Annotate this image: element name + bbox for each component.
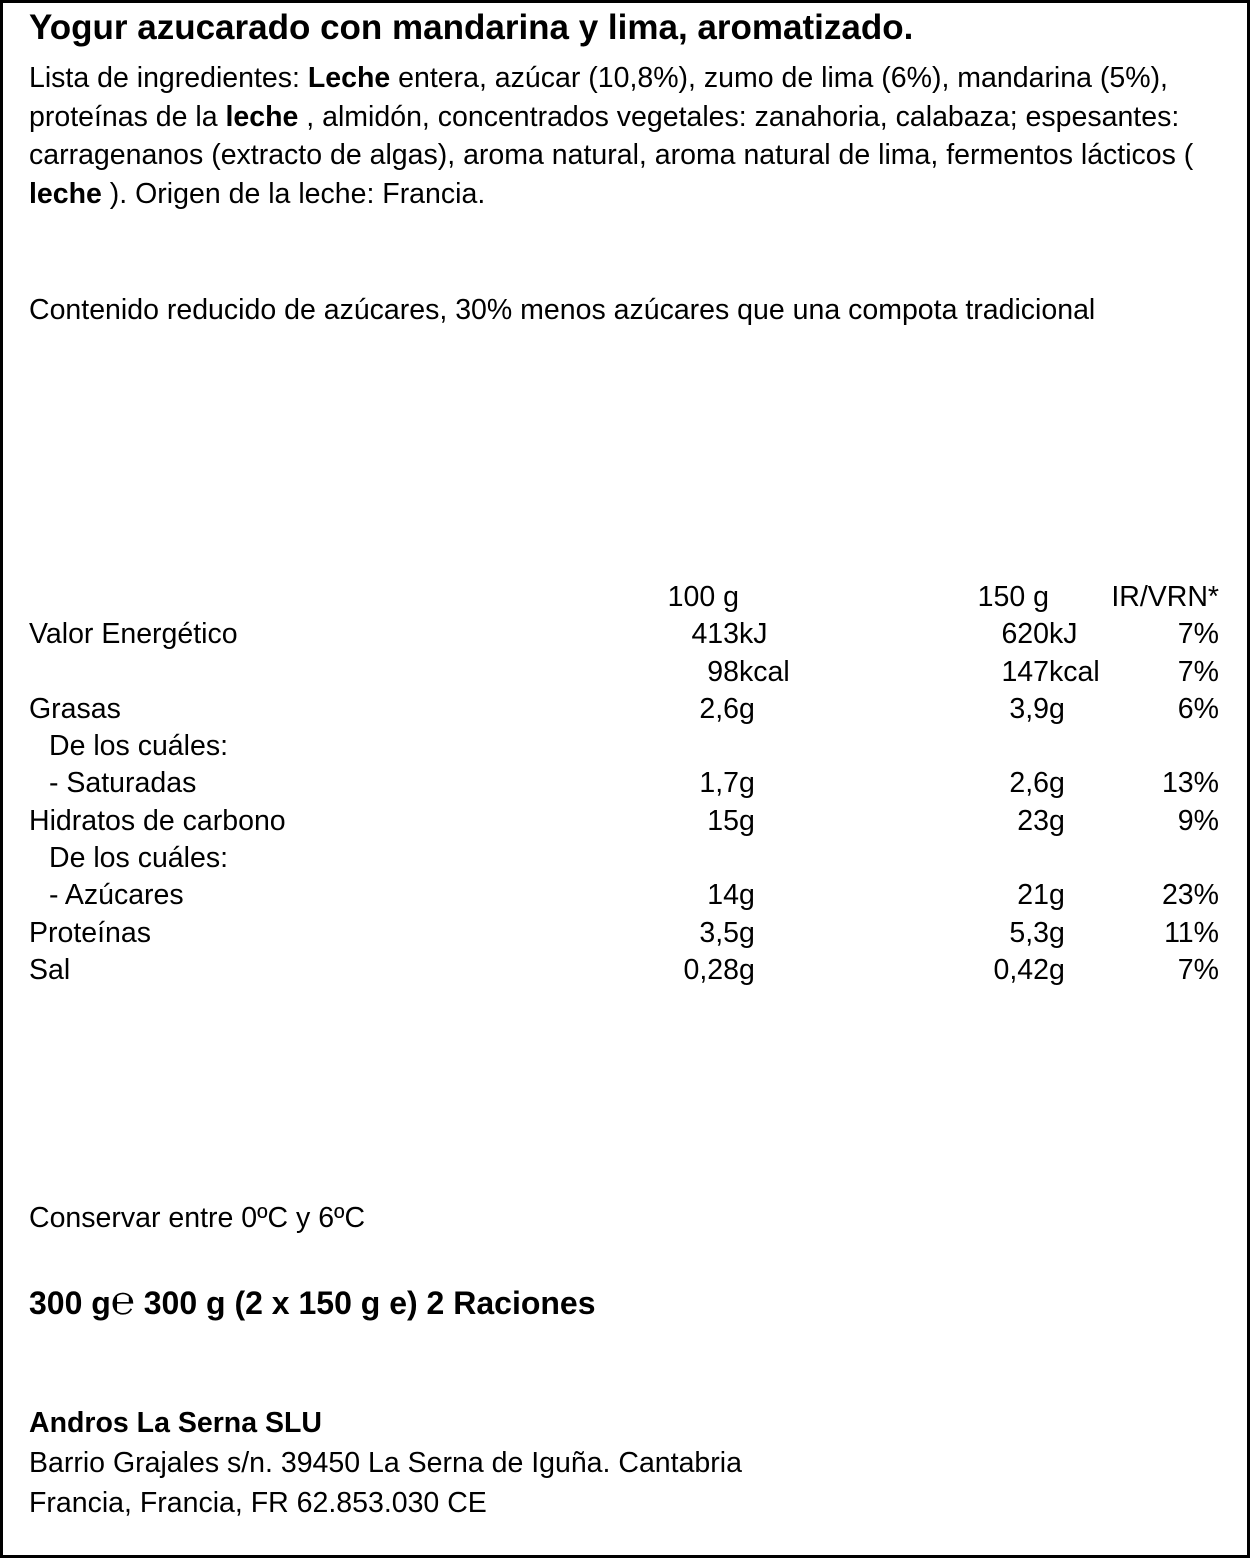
value-per-100g: 0,28 xyxy=(683,953,739,986)
ir-vrn-percent: 9% xyxy=(1177,804,1219,837)
unit-per-150g: g xyxy=(1049,804,1065,837)
value-per-150g xyxy=(799,728,1049,765)
value-per-150g: 23 xyxy=(1017,804,1049,837)
ir-vrn-percent: 13% xyxy=(1161,767,1219,800)
unit-per-150g: g xyxy=(1049,953,1065,986)
ir-vrn-percent: 6% xyxy=(1177,692,1219,725)
ingredients-text-1: Lista de ingredientes: xyxy=(29,62,308,94)
unit-per-100g: g xyxy=(739,767,755,800)
unit-per-150g: kJ xyxy=(1049,618,1078,651)
ingredients-list xyxy=(29,59,1219,213)
ir-vrn-percent: 7% xyxy=(1177,618,1219,651)
unit-per-150g: g xyxy=(1049,916,1065,949)
nutrient-label xyxy=(29,803,589,840)
header-per-100g: 100 g xyxy=(667,581,739,613)
nutrition-row xyxy=(29,915,1219,952)
value-per-100g: 14 xyxy=(707,879,739,912)
unit-per-100g: g xyxy=(739,953,755,986)
unit-per-150g: g xyxy=(1049,692,1065,725)
ir-vrn-percent: 7% xyxy=(1177,655,1219,688)
nutrient-label-text: De los cuáles: xyxy=(49,730,229,763)
nutrient-label xyxy=(29,765,589,802)
value-per-100g xyxy=(589,840,739,877)
nutrient-label-text: Valor Energético xyxy=(29,618,238,651)
nutrition-row xyxy=(29,952,1219,989)
nutrient-label-text: Grasas xyxy=(29,692,121,725)
storage-instructions: Conservar entre 0ºC y 6ºC xyxy=(29,1202,366,1234)
unit-per-100g: g xyxy=(739,692,755,725)
value-per-150g: 21 xyxy=(1017,879,1049,912)
ir-vrn-percent xyxy=(1109,840,1219,877)
nutrient-label xyxy=(29,728,589,765)
nutrient-label xyxy=(29,952,589,989)
ingredients-text-4: ). Origen de la leche: Francia. xyxy=(101,177,486,210)
company-address: Barrio Grajales s/n. 39450 La Serna de Iguña. Cantabria xyxy=(29,1447,742,1479)
ir-vrn-percent xyxy=(1109,728,1219,765)
value-per-150g: 2,6 xyxy=(1009,767,1049,800)
nutrient-label-text: - Saturadas xyxy=(49,767,197,800)
unit-per-100g: kJ xyxy=(739,618,768,651)
nutrient-label xyxy=(29,877,589,914)
nutrient-label-text: Sal xyxy=(29,953,71,986)
nutrition-row xyxy=(29,691,1219,728)
value-per-100g: 413 xyxy=(691,618,739,651)
nutrition-row xyxy=(29,616,1219,653)
header-ir-vrn: IR/VRN* xyxy=(1111,581,1219,613)
unit-per-100g: g xyxy=(739,879,755,912)
unit-per-100g: g xyxy=(739,916,755,949)
net-weight-detail: 300 g (2 x 150 g e) 2 Raciones xyxy=(134,1285,596,1321)
nutrition-row xyxy=(29,803,1219,840)
header-per-150g: 150 g xyxy=(977,581,1049,613)
value-per-150g: 620 xyxy=(1001,618,1049,651)
unit-per-150g xyxy=(1049,728,1109,765)
sugar-claim: Contenido reducido de azúcares, 30% menos azúcares que una compota tradicional xyxy=(29,294,1096,326)
value-per-150g: 3,9 xyxy=(1009,692,1049,725)
value-per-100g: 1,7 xyxy=(699,767,739,800)
nutrient-label xyxy=(29,915,589,952)
ingredients-text-3: , almidón, concentrados vegetales: zanahoria, calabaza; espesantes: carragenanos (extracto de algas), aroma natural, aroma natural de lima, fermentos lácticos ( xyxy=(29,100,1194,171)
unit-per-100g xyxy=(739,728,799,765)
net-weight xyxy=(29,1278,596,1325)
nutrient-label xyxy=(29,654,589,691)
product-title: Yogur azucarado con mandarina y lima, aromatizado. xyxy=(29,8,914,47)
unit-per-100g xyxy=(739,840,799,877)
value-per-100g: 3,5 xyxy=(699,916,739,949)
nutrition-table xyxy=(29,579,1219,989)
nutrition-row xyxy=(29,840,1219,877)
ir-vrn-percent: 7% xyxy=(1177,953,1219,986)
unit-per-100g: g xyxy=(739,804,755,837)
company-info xyxy=(29,1403,742,1523)
value-per-150g: 147 xyxy=(1001,655,1049,688)
allergen-milk-3: leche xyxy=(29,177,102,210)
ir-vrn-percent: 11% xyxy=(1164,916,1219,949)
nutrient-label-text: - Azúcares xyxy=(49,879,184,912)
nutrition-header-row xyxy=(29,579,1219,616)
company-country-line: Francia, Francia, FR 62.853.030 CE xyxy=(29,1487,487,1519)
estimated-sign-icon: ℮ xyxy=(110,1278,135,1324)
nutrient-label xyxy=(29,691,589,728)
value-per-100g: 2,6 xyxy=(699,692,739,725)
value-per-150g: 0,42 xyxy=(993,953,1049,986)
nutrition-header-label xyxy=(29,579,589,616)
value-per-100g: 98 xyxy=(707,655,739,688)
value-per-100g xyxy=(589,728,739,765)
ir-vrn-percent: 23% xyxy=(1161,879,1219,912)
company-name: Andros La Serna SLU xyxy=(29,1407,322,1439)
ingredients-text-2: entera, azúcar (10,8%), zumo de lima (6%), mandarina (5%), proteínas de la xyxy=(29,62,1168,133)
nutrition-row xyxy=(29,765,1219,802)
net-weight-value: 300 g xyxy=(29,1285,111,1321)
nutrient-label-text: Hidratos de carbono xyxy=(29,804,286,837)
nutrient-label xyxy=(29,616,589,653)
value-per-100g: 15 xyxy=(707,804,739,837)
allergen-milk-2: leche xyxy=(225,100,299,133)
unit-per-150g: g xyxy=(1049,879,1065,912)
value-per-150g: 5,3 xyxy=(1009,916,1049,949)
unit-per-150g: kcal xyxy=(1049,655,1100,688)
nutrition-row xyxy=(29,654,1219,691)
nutrition-row xyxy=(29,728,1219,765)
unit-per-150g xyxy=(1049,840,1109,877)
nutrient-label-text: Proteínas xyxy=(29,916,151,949)
nutrient-label-text: De los cuáles: xyxy=(49,842,229,875)
unit-per-100g: kcal xyxy=(739,655,790,688)
allergen-milk-1: Leche xyxy=(307,62,391,94)
unit-per-150g: g xyxy=(1049,767,1065,800)
value-per-150g xyxy=(799,840,1049,877)
nutrition-row xyxy=(29,877,1219,914)
nutrient-label xyxy=(29,840,589,877)
